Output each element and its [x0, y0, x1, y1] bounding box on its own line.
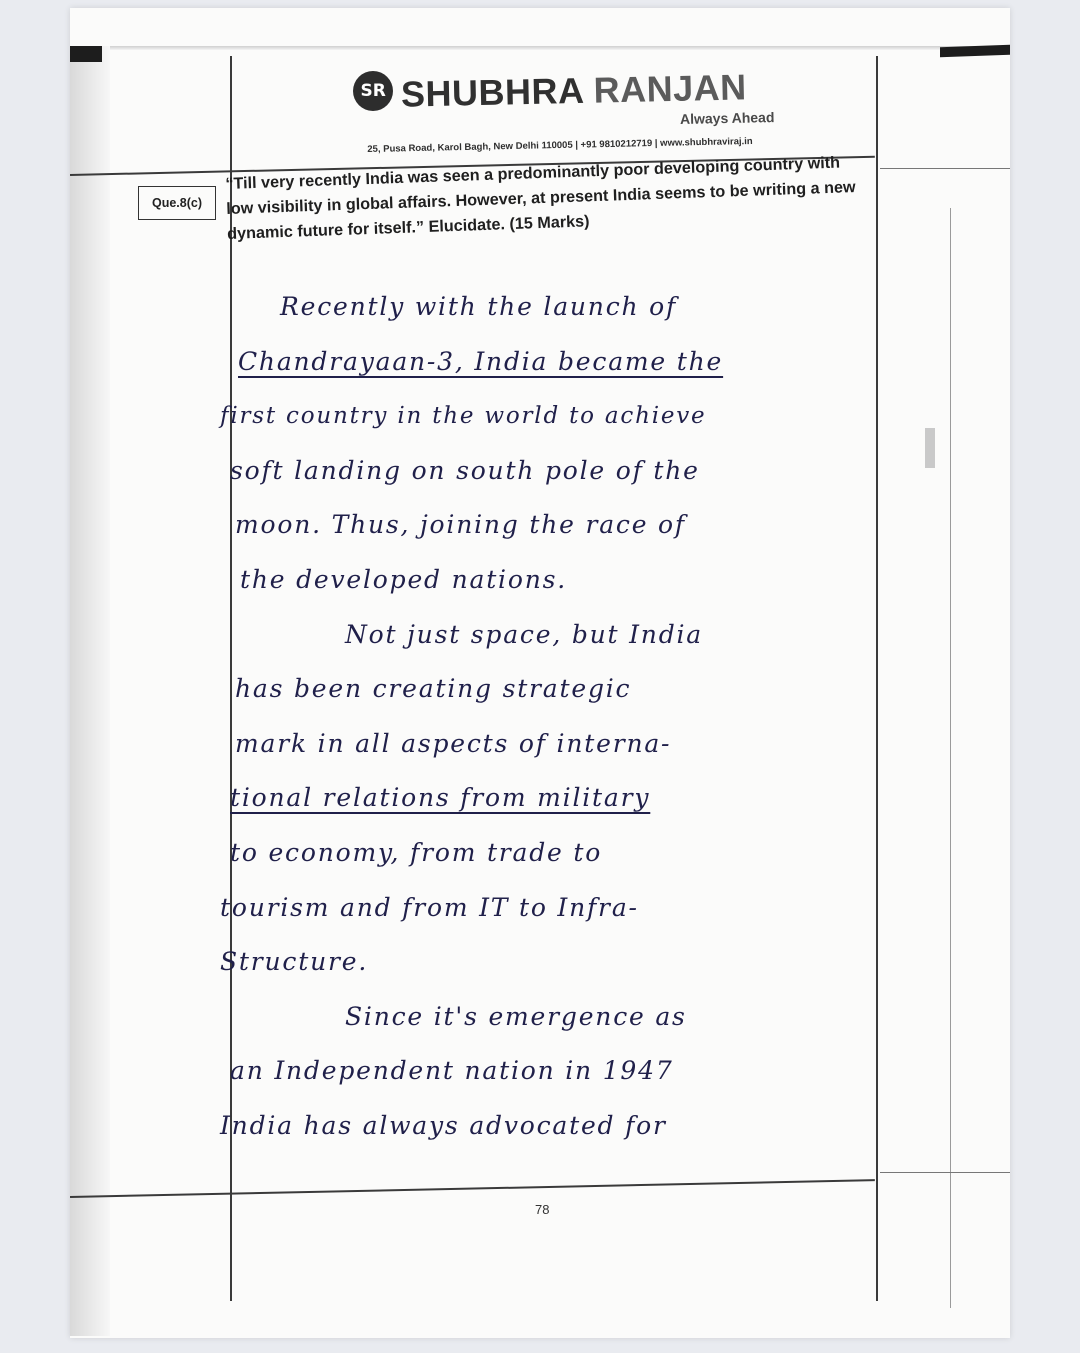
logo-icon: SR: [353, 71, 393, 111]
scan-shadow-right: [940, 45, 1010, 57]
brand-name: [401, 66, 748, 115]
answer-line: the developed nations.: [240, 564, 567, 594]
answer-line: India has always advocated for: [220, 1110, 667, 1140]
handwritten-answer: [220, 280, 890, 1154]
answer-line: Not just space, but India: [345, 619, 704, 649]
question-text: “Till very recently India was seen a predominantly poor developing country with low visibility in global affairs. However, at present India seems to be writing a new dynamic future for itself.” Elucidate. (15 Marks): [225, 153, 856, 243]
address: 25, Pusa Road, Karol Bagh, New Delhi 110005 | +91 9810212719 | www.shubhraviraj.in: [367, 135, 753, 156]
institute-header: [320, 66, 780, 156]
answer-line: soft landing on south pole of the: [230, 455, 700, 485]
scan-edge-top: [70, 46, 1010, 50]
footer-rule: [70, 1179, 875, 1197]
footer-rule-right: [880, 1172, 1010, 1173]
answer-line: an Independent nation in 1947: [230, 1056, 674, 1086]
answer-line: tourism and from IT to Infra-: [220, 892, 639, 922]
page-number: 78: [535, 1202, 550, 1217]
answer-line: Chandrayaan-3, India became the: [238, 346, 724, 376]
answer-line: Since it's emergence as: [345, 1001, 687, 1031]
answer-line: tional relations from military: [230, 783, 651, 813]
outer-right-rule: [950, 208, 951, 1308]
scan-edge-left: [70, 46, 110, 1336]
answer-line: Recently with the launch of: [280, 292, 678, 321]
brand-row: [320, 66, 780, 115]
answer-line: first country in the world to achieve: [220, 403, 707, 430]
scanned-page: [70, 8, 1010, 1338]
header-rule-right: [880, 168, 1010, 169]
question-number: Que.8(c): [138, 186, 216, 220]
answer-line: moon. Thus, joining the race of: [235, 510, 686, 540]
brand-name-part2: RANJAN: [593, 66, 748, 111]
answer-line: to economy, from trade to: [230, 837, 603, 867]
scan-artifact: [925, 428, 935, 468]
brand-name-part1: SHUBHRA: [400, 69, 584, 115]
answer-line: has been creating strategic: [235, 674, 632, 704]
tagline: Always Ahead: [679, 109, 775, 127]
answer-line: Structure.: [220, 947, 369, 977]
answer-line: mark in all aspects of interna-: [235, 728, 672, 758]
scan-shadow-left: [70, 46, 102, 62]
